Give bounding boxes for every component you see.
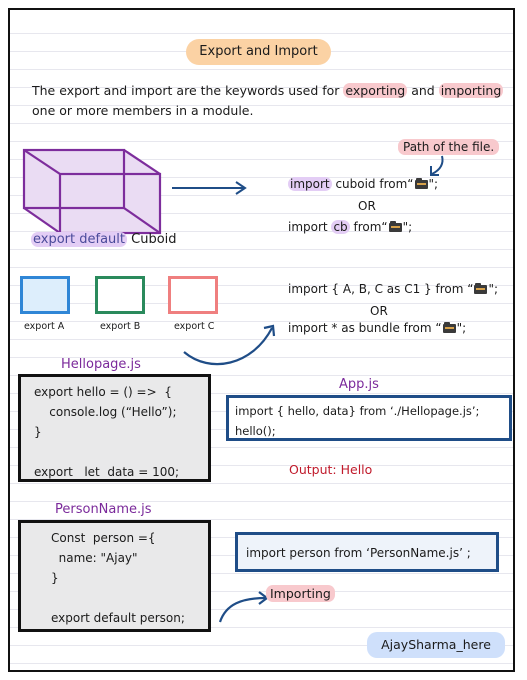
hellopage-code-box [18,374,211,482]
code-line: Const person ={ [51,531,156,545]
import-alias-cb: cb [333,220,348,234]
folder-icon [474,285,487,294]
export-c-box [168,276,218,314]
personname-filename: PersonName.js [55,502,152,517]
import-bundle-end: "; [456,321,467,335]
code-line: hello(); [235,424,276,438]
or-label-2: OR [370,304,388,318]
path-note: Path of the file. [398,139,499,155]
arrow-icon [170,180,250,196]
export-default-keyword: export default [33,232,125,247]
import-alias-kw: import [288,220,332,234]
author-signature: AjaySharma_here [367,632,505,658]
intro-text-3: one or more members in a module. [32,103,254,118]
export-b-label: export B [100,321,141,332]
import-named-text: import { A, B, C as C1 } from “ [288,282,474,296]
or-label-1: OR [358,199,376,213]
intro-text-2: and [407,83,439,98]
person-import-line: import person from ‘PersonName.js’ ; [246,546,471,560]
export-a-box [20,276,70,314]
import-named-line [288,282,498,296]
importing-label: Importing [266,585,335,602]
import-bundle-text: import * as bundle from “ [288,321,442,335]
folder-icon [415,180,428,189]
export-a-label: export A [24,321,65,332]
export-default-caption [31,232,177,247]
page-title: Export and Import [186,39,331,65]
cuboid-diagram [20,144,165,239]
export-c-label: export C [174,321,215,332]
intro-text-1: The export and import are the keywords used for [32,83,344,98]
import-bundle-line [288,321,466,335]
import-keyword: import [290,177,330,191]
folder-icon [389,223,402,232]
cuboid-name: Cuboid [131,232,177,247]
import-alias-rest: from“ [349,220,388,234]
intro-paragraph [32,81,522,121]
import-default-rest: cuboid from“ [331,177,414,191]
export-b-box [95,276,145,314]
importing-arrow-icon [216,590,272,626]
code-line [51,588,208,608]
import-named-end: "; [488,282,498,296]
code-line: export hello = () => { [34,385,172,399]
code-line [34,442,208,462]
note-page [8,8,515,672]
curved-arrow-icon [180,316,280,372]
intro-importing: importing [440,83,502,98]
personname-code-box [18,520,211,632]
import-default-line [288,177,438,191]
hellopage-filename: Hellopage.js [61,357,141,372]
code-line: export default person; [51,611,185,625]
code-line: } [51,571,59,585]
import-alias-end: "; [402,220,413,234]
import-default-end: "; [428,177,439,191]
code-line: console.log (“Hello”); [34,405,177,419]
import-alias-line [288,220,412,234]
person-import-box [235,532,499,572]
app-filename: App.js [339,377,379,392]
app-code-box [226,395,512,441]
intro-exporting: exporting [345,83,406,98]
output-text: Output: Hello [289,462,373,477]
code-line: } [34,425,42,439]
code-line: export let data = 100; [34,465,180,479]
code-line: import { hello, data} from ‘./Hellopage.js’; [235,404,480,418]
folder-icon [443,324,456,333]
code-line: name: "Ajay" [51,551,138,565]
